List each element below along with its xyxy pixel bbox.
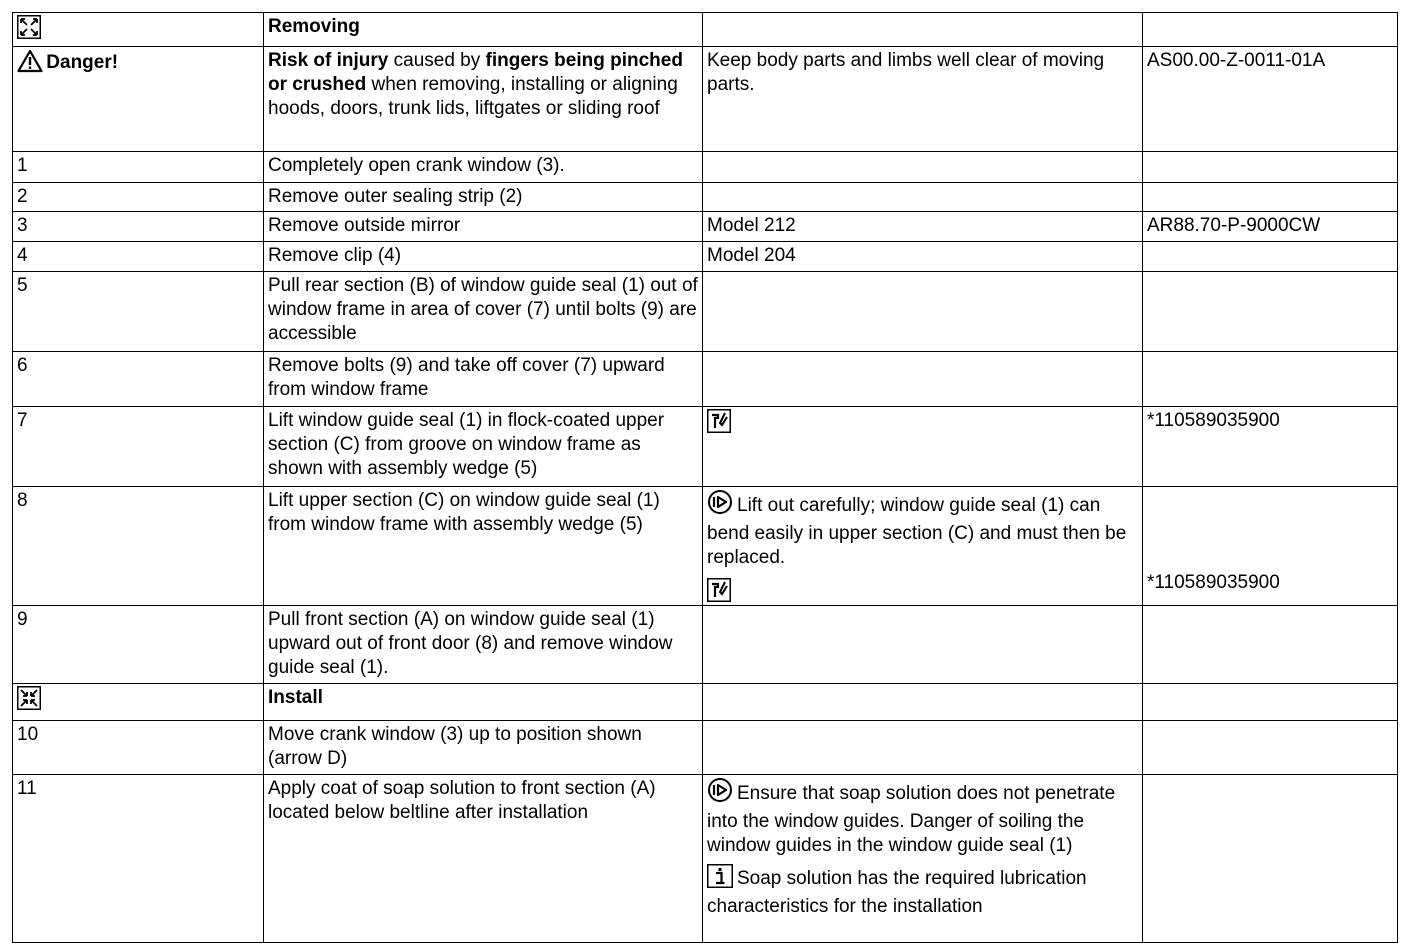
table-row [13,242,1398,272]
step-number: 7 [13,407,264,487]
info-text: Soap solution has the required lubrication characteristics for the installation [707,868,1087,917]
step-number: 5 [13,272,264,352]
installation-icon [17,686,41,710]
danger-row [13,47,1398,152]
step-number: 2 [13,183,264,212]
step-text: Lift upper section (C) on window guide seal (1) from window frame with assembly wedge (5) [264,487,703,606]
table-row [13,721,1398,775]
note-arrow-icon [707,777,733,810]
step-text: Remove outer sealing strip (2) [264,183,703,212]
step-text: Remove clip (4) [264,242,703,272]
table-row [13,487,1398,606]
step-ref: AR88.70-P-9000CW [1143,212,1398,242]
risk-text-2: when removing, installing or aligning hoods, doors, trunk lids, liftgates or sliding roof [268,74,678,119]
risk-text-1: caused by [388,50,486,71]
step-note: Lift out carefully; window guide seal (1) can bend easily in upper section (C) and must then be replaced. [707,495,1127,568]
risk-bold-2: fingers being pinched or crushed [268,50,683,95]
section-row-removing [13,13,1398,47]
step-ref: *110589035900 [1147,572,1280,593]
section-title-install: Install [264,684,703,721]
section-row-install [13,684,1398,721]
step-text: Lift window guide seal (1) in flock-coated upper section (C) from groove on window frame as shown with assembly wedge (5) [264,407,703,487]
danger-label: Danger! [46,52,119,73]
step-ref: *110589035900 [1143,407,1398,487]
step-number: 3 [13,212,264,242]
danger-ref: AS00.00-Z-0011-01A [1143,47,1398,152]
step-text: Apply coat of soap solution to front section (A) located below beltline after installation [264,775,703,943]
step-number: 11 [13,775,264,943]
danger-description [264,47,703,152]
table-row [13,152,1398,183]
risk-bold-1: Risk of injury [268,50,389,71]
step-text: Remove bolts (9) and take off cover (7) upward from window frame [264,352,703,407]
step-text: Remove outside mirror [264,212,703,242]
table-row [13,775,1398,943]
step-number: 8 [13,487,264,606]
removal-icon [17,15,41,39]
step-number: 10 [13,721,264,775]
step-note: Model 212 [703,212,1143,242]
step-text: Pull front section (A) on window guide seal (1) upward out of front door (8) and remove window guide seal (1). [264,606,703,684]
step-note: Ensure that soap solution does not penetrate into the window guides. Danger of soiling the window guides in the window guide seal (1) [707,783,1116,856]
step-text: Completely open crank window (3). [264,152,703,183]
step-number: 9 [13,606,264,684]
step-note: Model 204 [703,242,1143,272]
procedure-table [12,12,1398,943]
note-arrow-icon [707,489,733,522]
table-row [13,352,1398,407]
info-icon [707,864,733,895]
danger-measure: Keep body parts and limbs well clear of moving parts. [703,47,1143,152]
step-number: 6 [13,352,264,407]
step-number: 1 [13,152,264,183]
table-row [13,183,1398,212]
table-row [13,272,1398,352]
special-tool-icon [707,409,731,433]
special-tool-icon [707,578,731,602]
step-text: Pull rear section (B) of window guide seal (1) out of window frame in area of cover (7) until bolts (9) are accessible [264,272,703,352]
table-row [13,407,1398,487]
step-number: 4 [13,242,264,272]
warning-triangle-icon [17,49,41,73]
table-row [13,212,1398,242]
step-text: Move crank window (3) up to position shown (arrow D) [264,721,703,775]
table-row [13,606,1398,684]
section-title-removing: Removing [264,13,703,47]
